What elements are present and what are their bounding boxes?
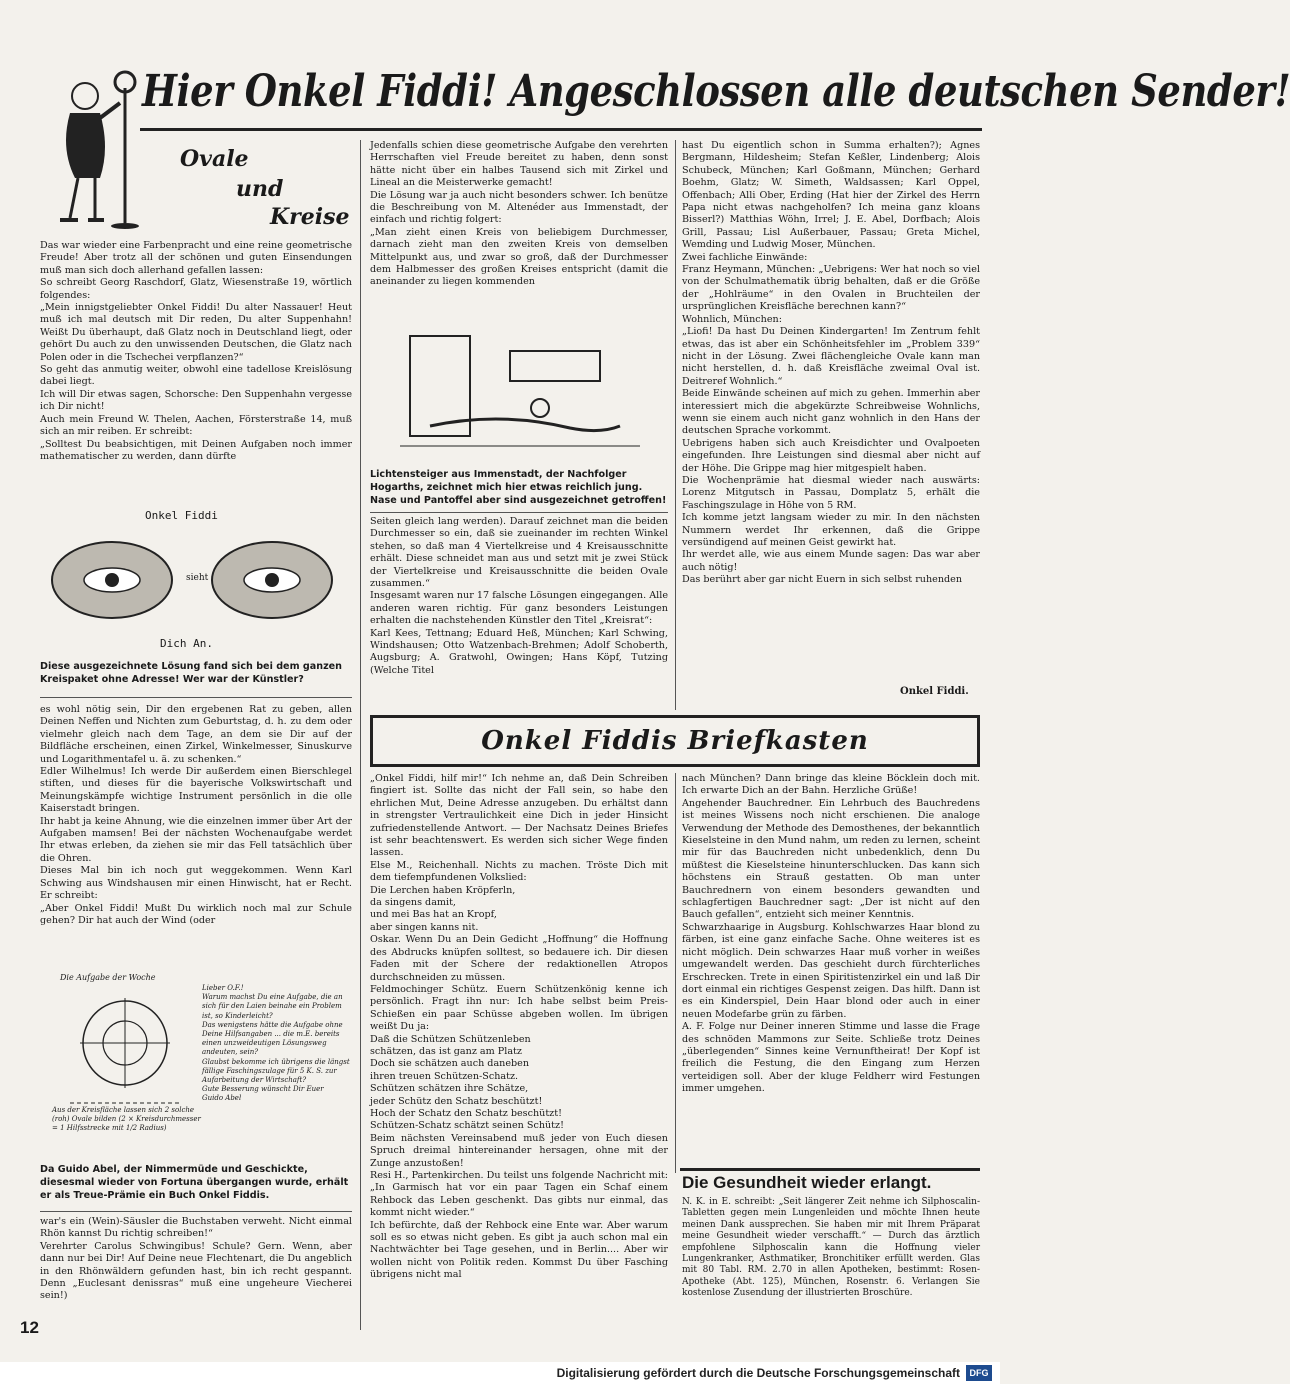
sketch-label-dich-an: Dich An. bbox=[160, 637, 213, 650]
page-headline: Hier Onkel Fiddi! Angeschlossen alle deutschen Sender! bbox=[142, 66, 1290, 117]
sketch-label-onkel-fiddi: Onkel Fiddi bbox=[145, 509, 218, 522]
column-1-divider-2 bbox=[40, 1211, 352, 1212]
caption-geometry-sketch: Da Guido Abel, der Nimmermüde und Geschickte, diesesmal wieder von Fortuna übergangen wurde, erhält er als Treue-Prämie ein Buch Onkel Fiddis. bbox=[40, 1164, 349, 1201]
caption-old-man-sketch: Lichtensteiger aus Immenstadt, der Nachfolger Hogarths, zeichnet mich hier etwas reichlich jung. Nase und Pantoffel aber sind ausgezeichnet getroffen! bbox=[370, 469, 667, 506]
column-2-divider bbox=[370, 512, 668, 513]
digitization-footer bbox=[0, 1362, 1000, 1384]
signature: Onkel Fiddi. bbox=[900, 686, 969, 697]
ad-text: N. K. in E. schreibt: „Seit längerer Zeit nehme ich Silphoscalin-Tabletten gegen mein Lungenleiden und möchte Ihnen heute meinen Dank aussprechen. Sie haben mir mit Ihrem Präparat meine Gesundheit wieder verschafft.“ — Durch das ärztlich empfohlene Silphoscalin kann die Hoffnung vieler Lungenkranker, Asthmatiker, Bronchitiker erfüllt werden. Glas mit 80 Tabl. RM. 2.70 in allen Apotheken, bestimmt: Rosen-Apotheke (Abt. 125), München, Rosenstr. 6. Verlangen Sie kostenlose Zusendung der illustrierten Broschüre. bbox=[682, 1197, 980, 1299]
caption-eyes-sketch: Diese ausgezeichnete Lösung fand sich bei dem ganzen Kreispaket ohne Adresse! Wer war der Künstler? bbox=[40, 661, 342, 685]
column-1-text-top: Das war wieder eine Farbenpracht und eine reine geometrische Freude! Aber trotz all der schönen und guten Einsendungen muß man sich doch allerhand gefallen lassen: So schreibt Georg Raschdorf, Glatz, Wiesenstraße 19, wörtlich folgendes: „Mein innigstgeliebter Onkel Fiddi! Du alter Nassauer! Heut muß ich mal deutsch mit Dir reden, Du alter Suppenhahn! Weißt Du überhaupt, daß Glatz noch in Deutschland liegt, oder gehört Du auch zu den unwissenden Deutschen, die Glatz nach Polen oder in die Tschechei verpflanzen?“ So geht das anmutig weiter, obwohl eine tadellose Kreislösung dabei liegt. Ich will Dir etwas sagen, Schorsche: Den Suppenhahn vergesse ich Dir nicht! Auch mein Freund W. Thelen, Aachen, Försterstraße 14, muß sich an mir reiben. Er schreibt: „Solltest Du beabsichtigen, mit Deinen Aufgaben noch immer mathematischer zu werden, dann dürfte bbox=[40, 240, 352, 462]
column-1-text-middle: es wohl nötig sein, Dir den ergebenen Rat zu geben, allen Deinen Neffen und Nichten zum Geburtstag, d. h. zu dem oder vielmehr gleich nach dem Tage, an dem sie Dir auf der Bildfläche erscheinen, einen Zirkel, Winkelmesser, Sinuskurve und Logarithmentafel u. ä. zu schenken.“ Edler Wilhelmus! Ich werde Dir außerdem einen Bierschlegel stiften, und dieses für die bayerische Volkswirtschaft und Meinungskämpfe wichtige Instrument persönlich in die olle Kaiserstadt bringen. Ihr habt ja keine Ahnung, wie die einzelnen immer über Art der Aufgaben mamsen! Bei der nächsten Wochenaufgabe werdet Ihr etwas erleben, da ziehen sie mir das Fell tatsächlich über die Ohren. Dieses Mal bin ich noch gut weggekommen. Wenn Karl Schwing aus Windshausen mir einen Hinwischt, hat er Recht. Er schreibt: „Aber Onkel Fiddi! Mußt Du wirklich noch mal zur Schule gehen? Dir hat auch der Wind (oder bbox=[40, 704, 352, 926]
column-2-text-top: Jedenfalls schien diese geometrische Aufgabe den verehrten Herrschaften viel Freude bereitet zu haben, denn sonst hätte nicht über ein halbes Tausend sich mit Zirkel und Lineal an die Meisterwerke gemacht! Die Lösung war ja auch nicht besonders schwer. Ich benütze die Beschreibung von M. Altenéder aus Immenstadt, der einfach und richtig folgert: „Man zieht einen Kreis von beliebigem Durchmesser, darnach zieht man den zweiten Kreis von demselben Mittelpunkt aus, und zwar so groß, daß der Durchmesser dem Halbmesser des großen Kreises entspricht (damit die aneinander zu liegen kommenden bbox=[370, 140, 668, 288]
briefkasten-column-1: „Onkel Fiddi, hilf mir!“ Ich nehme an, daß Dein Schreiben fingiert ist. Sollte das nicht der Fall sein, so habe den ehrlichen Mut, Deine Adresse anzugeben. Du erhältst dann in strengster Vertraulichkeit eine Dich in jeder Hinsicht zufriedenstellende Antwort. — Der Nachsatz Deines Briefes ist sehr beachtenswert. Es werden sich sicher Wege finden lassen. Else M., Reichenhall. Nichts zu machen. Tröste Dich mit dem tiefempfundenen Volkslied: Die Lerchen haben Kröpferln, da singens damit, und mei Bas hat an Kropf, aber singen kanns nit. Oskar. Wenn Du an Dein Gedicht „Hoffnung“ die Hoffnung des Abdrucks knüpfen solltest, so bedauere ich. Dir diesen Faden mit der Schere der redaktionellen Atropos durchschneiden zu müssen. Feldmochinger Schütz. Euern Schützenkönig kenne ich persönlich. Fragt ihn nur: Ich habe selbst beim Preis-Schießen ein paar Schüsse abgeben wollen. Im übrigen weißt Du ja: Daß die Schützen Schützenleben schätzen, das ist ganz am Platz Doch sie schätzen auch daneben ihren treuen Schützen-Schatz. Schützen schätzen ihre Schätze, jeder Schütz den Schatz beschützt! Hoch der Schatz den Schatz beschützt! Schützen-Schatz schätzt seinen Schütz! Beim nächsten Vereinsabend muß jeder von Euch diesen Spruch dreimal hintereinander hersagen, ohne mit der Zunge anzustoßen! Resi H., Partenkirchen. Du teilst uns folgende Nachricht mit: „In Garmisch hat vor ein paar Tagen ein Schaf einem Rehbock das Leben geschenkt. Das gibts nur einmal, das kommt nicht wieder.“ Ich befürchte, daß der Rehbock eine Ente war. Aber warum soll es so etwas nicht geben. Es gibt ja auch schon mal ein Nachtwächter bei Tage gesehen, und in Berlin.... Aber wir wollen nicht von Politik reden. Kommst Du über Fasching übrigens nicht mal bbox=[370, 773, 668, 1281]
column-title-line-3: Kreise bbox=[270, 204, 350, 230]
headline-rule bbox=[140, 128, 982, 131]
onkel-fiddi-figure-illustration bbox=[40, 58, 150, 228]
ad-top-rule bbox=[680, 1168, 980, 1171]
briefkasten-column-2: nach München? Dann bringe das kleine Böcklein doch mit. Ich erwarte Dich an der Bahn. Herzliche Grüße! Angehender Bauchredner. Ein Lehrbuch des Bauchredens ist meines Wissens noch nicht erschienen. Die analoge Verwendung der Methode des Demosthenes, der bekanntlich Kieselsteine in den Mund nahm, um reden zu lernen, scheint mir für das Bauchreden nicht unbedenklich, denn Du müßtest die Kieselsteine hinunterschlucken. Das kann sich höchstens ein Strauß gestatten. Ob man unter Bauchrednern von einem besonders gewandten und schlagfertigen Bauchredner sagt: „Der ist nicht auf den Bauch gefallen“, entzieht sich meiner Kenntnis. Schwarzhaarige in Augsburg. Kohlschwarzes Haar blond zu färben, ist eine ganz einfache Sache. Ohne weiteres ist es nicht möglich. Dein schwarzes Haar muß vorher in weißes umgewandelt werden. Das geschieht durch fürchterliches Erschrecken. Trete in einen Spiritistenzirkel ein und laß Dir dort einmal ein richtiges Gespenst zeigen. Das hilft. Dann ist es ein Kinderspiel, Dein Haar blond oder auch in einer neuen Modefarbe grün zu färben. A. F. Folge nur Deiner inneren Stimme und lasse die Frage des schnöden Mammons zur Seite. Schließe trotz Deines „überlegenden“ Sinnes keine Vernunftheirat! Der Kopf ist freilich die Festung, die den Eingang zum Herzen verteidigen soll. Aber der kluge Feldherr wird Festungen immer umgehen. bbox=[682, 773, 980, 1095]
column-2-text-bottom: Seiten gleich lang werden). Darauf zeichnet man die beiden Durchmesser so ein, daß sie zueinander im rechten Winkel stehen, so daß man 4 Viertelkreise und 4 Kreisausschnitte erhält. Diese schneidet man aus und setzt mit je zwei Stück der Viertelkreise und Kreisausschnitte die beiden Ovale zusammen.“ Insgesamt waren nur 17 falsche Lösungen eingegangen. Alle anderen waren richtig. Für ganz besonders Leistungen erhalten die nachstehenden Künstler den Titel „Kreisrat“: Karl Kees, Tettnang; Eduard Heß, München; Karl Schwing, Windshausen; Otto Watzenbach-Brehmen; Adolf Schoberth, Augsburg; A. Gratwohl, Owingen; Hans Köpf, Tutzing (Welche Titel bbox=[370, 516, 668, 676]
footer-text: Digitalisierung gefördert durch die Deutsche Forschungsgemeinschaft bbox=[556, 1366, 960, 1380]
column-1-text-bottom: war's ein (Wein)-Säusler die Buchstaben verweht. Nicht einmal Rhön kannst Du richtig schreiben!“ Verehrter Carolus Schwingibus! Schule? Gern. Wenn, aber dann nur bei Dir! Auf Deine neue Flechtenart, die Du angeblich in den Rhönwäldern gefunden hast, bin ich recht gespannt. Denn „Euclesant denissras“ muß eine ungeheure Viecherei sein!) bbox=[40, 1216, 352, 1302]
column-1-divider bbox=[40, 697, 352, 698]
old-man-sketch-illustration bbox=[370, 316, 668, 456]
column-title-line-2: und bbox=[236, 176, 284, 202]
page-number: 12 bbox=[20, 1318, 39, 1337]
dfg-logo: DFG bbox=[966, 1365, 992, 1381]
sketch-2-note: Aus der Kreisfläche lassen sich 2 solche (roh) Ovale bilden (2 × Kreisdurchmesser = 1 Hilfsstrecke mit 1/2 Radius) bbox=[52, 1106, 201, 1132]
column-title-line-1: Ovale bbox=[180, 146, 249, 172]
column-divider-2 bbox=[675, 140, 676, 710]
column-divider-1 bbox=[360, 140, 361, 1330]
ad-title: Die Gesundheit wieder erlangt. bbox=[682, 1173, 932, 1192]
briefkasten-title: Onkel Fiddis Briefkasten bbox=[481, 726, 869, 756]
sketch-2-letter: Lieber O.F.! Warum machst Du eine Aufgabe, die an sich für den Laien beinahe ein Problem ist, so Kinderleicht? Das wenigstens hätte die Aufgabe ohne Deine Hilfsangaben ... die m.E. bereits einen unzweideutigen Lösungsweg andeuten, sein? Glaubst bekomme ich übrigens die längst fällige Faschingszulage für 5 K. S. zur Aufarbeitung der Wirtschaft? Gute Besserung wünscht Dir Euer Guido Abel bbox=[202, 984, 350, 1103]
briefkasten-divider bbox=[675, 773, 676, 1173]
briefkasten-header bbox=[370, 715, 980, 767]
column-3-text: hast Du eigentlich schon in Summa erhalten?); Agnes Bergmann, Hildesheim; Stefan Keßler, Lindenberg; Alois Schubeck, München; Karl Goßmann, München; Gerhard Boehm, Glatz; W. Simeth, Waldsassen; Karl Oppel, Offenbach; Alli Ober, Erding (Hat hier der Zirkel des Herrn Papa nicht etwas nachgeholfen? Ich meina ganz kloans Bisserl?) Matthias Wöhn, Irrel; J. E. Abel, Dorfbach; Alois Grill, Passau; Lisl Außerbauer, Passau; Greta Michel, Wemding und Ludwig Moser, München. Zwei fachliche Einwände: Franz Heymann, München: „Uebrigens: Wer hat noch so viel von der Schulmathematik übrig behalten, daß er die Größe der „Hohlräume“ in den Ovalen in Bruchteilen der ursprünglichen Kreisfläche berechnen kann?“ Wohnlich, München: „Liofi! Da hast Du Deinen Kindergarten! Im Zentrum fehlt etwas, das ist aber ein Schönheitsfehler im „Problem 339“ nicht in der Lösung. Zwei flächengleiche Ovale kann man nicht herstellen, d. h. daß Kreisfläche zweimal Oval ist. Deitreref Wohnlich.“ Beide Einwände scheinen auf mich zu gehen. Immerhin aber interessiert mich die abgekürzte Schreibweise Wohnlichs, wenn sie einem auch nicht ganz wohnlich in den Hans der deutschen Sprache vorkommt. Uebrigens haben sich auch Kreisdichter und Ovalpoeten eingefunden. Ihre Leistungen sind diesmal aber nicht auf der Höhe. Die Grippe mag hier mitgespielt haben. Die Wochenprämie hat diesmal wieder nach auswärts: Lorenz Mitgutsch in Passau, Domplatz 5, erhält die Faschingszulage in Höhe von 5 RM. Ich komme jetzt langsam wieder zu mir. In den nächsten Nummern werdet Ihr erkennen, daß die Grippe versündigend auf meinen Geist gewirkt hat. Ihr werdet alle, wie aus einem Munde sagen: Das war aber auch nötig! Das berührt aber gar nicht Euern in sich selbst ruhenden bbox=[682, 140, 980, 586]
sketch-2-title: Die Aufgabe der Woche bbox=[60, 973, 156, 982]
sketch-label-sieht: sieht bbox=[186, 573, 209, 583]
